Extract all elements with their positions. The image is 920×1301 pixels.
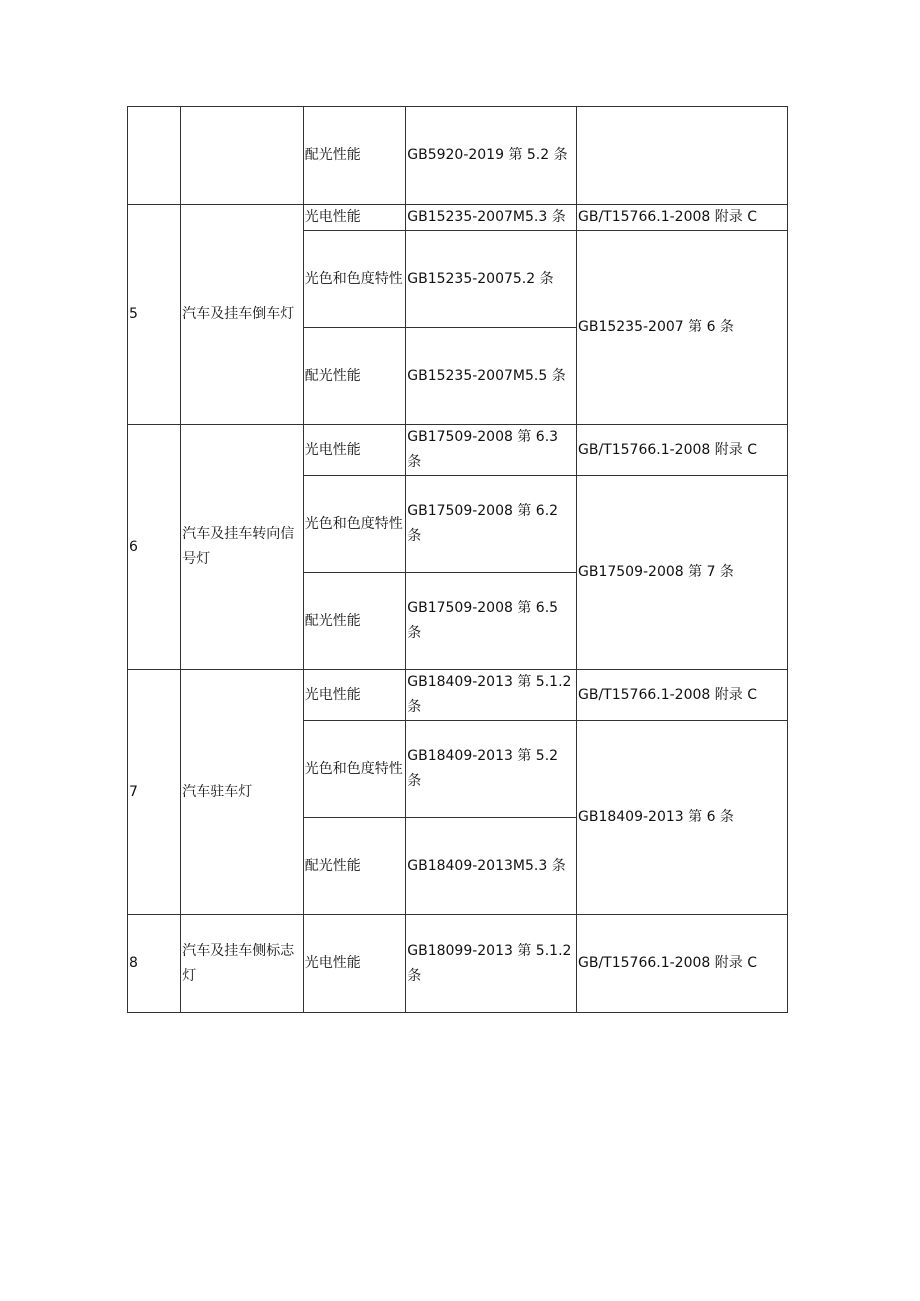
clause-cell: GB18409-2013 第 5.1.2 条 — [406, 670, 577, 721]
table-row — [128, 915, 788, 1013]
method-cell: GB/T15766.1-2008 附录 C — [577, 915, 788, 1013]
table-row — [128, 425, 788, 476]
test-item-cell: 光电性能 — [303, 670, 405, 721]
clause-cell: GB17509-2008 第 6.2 条 — [406, 476, 577, 573]
product-name-cell: 汽车及挂车倒车灯 — [181, 205, 304, 425]
clause-cell: GB17509-2008 第 6.3 条 — [406, 425, 577, 476]
method-cell: GB18409-2013 第 6 条 — [577, 721, 788, 915]
test-item-cell: 光色和色度特性 — [303, 721, 405, 818]
table-row — [128, 107, 788, 205]
test-item-cell: 光电性能 — [303, 425, 405, 476]
clause-cell: GB15235-20075.2 条 — [406, 231, 577, 328]
test-item-cell: 配光性能 — [303, 573, 405, 670]
method-cell: GB/T15766.1-2008 附录 C — [577, 205, 788, 231]
clause-cell: GB15235-2007M5.5 条 — [406, 328, 577, 425]
test-item-cell: 配光性能 — [303, 328, 405, 425]
method-cell: GB17509-2008 第 7 条 — [577, 476, 788, 670]
number-cell: 6 — [128, 425, 181, 670]
clause-cell: GB15235-2007M5.3 条 — [406, 205, 577, 231]
number-cell — [128, 107, 181, 205]
product-name-cell — [181, 107, 304, 205]
table-row — [128, 205, 788, 231]
method-cell — [577, 107, 788, 205]
clause-cell: GB18099-2013 第 5.1.2 条 — [406, 915, 577, 1013]
method-cell: GB15235-2007 第 6 条 — [577, 231, 788, 425]
standards-table — [127, 106, 788, 1013]
test-item-cell: 光电性能 — [303, 205, 405, 231]
test-item-cell: 光色和色度特性 — [303, 476, 405, 573]
clause-cell: GB18409-2013M5.3 条 — [406, 818, 577, 915]
number-cell: 5 — [128, 205, 181, 425]
table-row — [128, 670, 788, 721]
test-item-cell: 配光性能 — [303, 107, 405, 205]
product-name-cell: 汽车驻车灯 — [181, 670, 304, 915]
number-cell: 8 — [128, 915, 181, 1013]
test-item-cell: 配光性能 — [303, 818, 405, 915]
clause-cell: GB18409-2013 第 5.2 条 — [406, 721, 577, 818]
method-cell: GB/T15766.1-2008 附录 C — [577, 425, 788, 476]
clause-cell: GB5920-2019 第 5.2 条 — [406, 107, 577, 205]
test-item-cell: 光电性能 — [303, 915, 405, 1013]
product-name-cell: 汽车及挂车转向信号灯 — [181, 425, 304, 670]
number-cell: 7 — [128, 670, 181, 915]
clause-cell: GB17509-2008 第 6.5 条 — [406, 573, 577, 670]
method-cell: GB/T15766.1-2008 附录 C — [577, 670, 788, 721]
test-item-cell: 光色和色度特性 — [303, 231, 405, 328]
product-name-cell: 汽车及挂车侧标志灯 — [181, 915, 304, 1013]
